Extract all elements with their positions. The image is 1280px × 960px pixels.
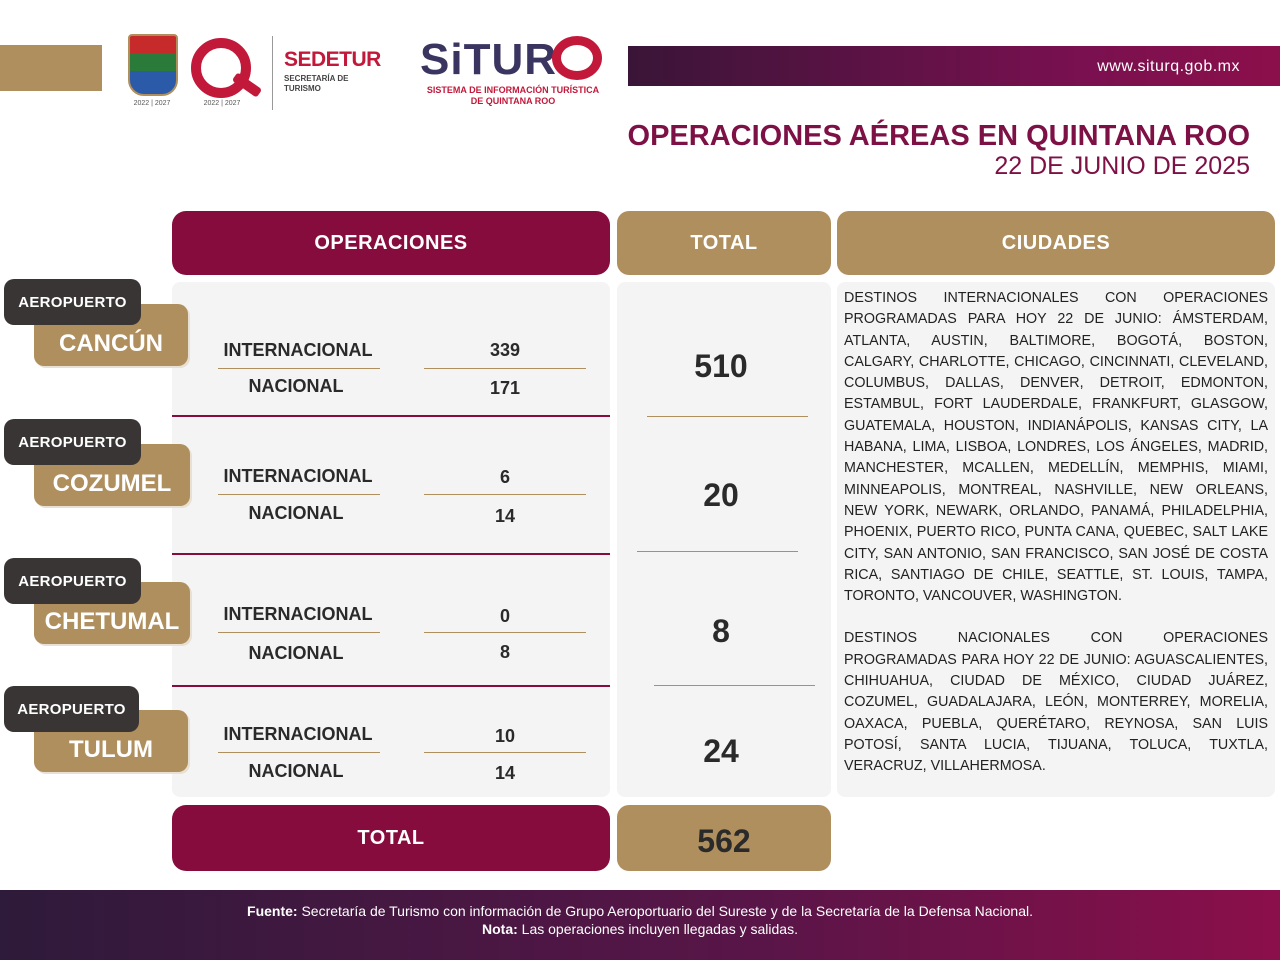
tulum-intl-label: INTERNACIONAL <box>223 724 373 744</box>
siturq-subtitle: SISTEMA DE INFORMACIÓN TURÍSTICA DE QUINTANA ROO <box>426 85 600 106</box>
airport-tag-tulum: AEROPUERTO <box>4 686 139 732</box>
quintana-roo-q-logo <box>191 38 251 98</box>
website-url[interactable]: www.siturq.gob.mx <box>1097 58 1240 75</box>
source-text: Secretaría de Turismo con información de Grupo Aeroportuario del Sureste y de la Secretaría de la Defensa Nacional. <box>297 903 1033 919</box>
cozumel-nat-label: NACIONAL <box>248 503 344 523</box>
cozumel-total: 20 <box>703 477 739 513</box>
grand-total-value: 562 <box>697 822 751 859</box>
source-label: Fuente: <box>247 903 298 919</box>
tulum-intl-value: 10 <box>494 726 516 746</box>
row-underline <box>424 752 586 753</box>
shield-year: 2022 | 2027 <box>133 100 171 107</box>
page-date: 22 DE JUNIO DE 2025 <box>994 152 1250 180</box>
row-underline <box>424 494 586 495</box>
international-destinations: DESTINOS INTERNACIONALES CON OPERACIONES PROGRAMADAS PARA HOY 22 DE JUNIO: ÁMSTERDAM, ATLANTA, AUSTIN, BALTIMORE, BOGOTÁ, BOSTON, CALGARY, CHARLOTTE, CHICAGO, CINCINNATI, CLEVELAND, COLUMBUS, DALLAS, DENVER, DETROIT, EDMONTON, ESTAMBUL, FORT LAUDERDALE, FRANKFURT, GLASGOW, GUATEMALA, HOUSTON, INDIANÁPOLIS, KANSAS CITY, LA HABANA, LIMA, LISBOA, LONDRES, LOS ÁNGELES, MADRID, MANCHESTER, MCALLEN, MEDELLÍN, MEMPHIS, MIAMI, MINNEAPOLIS, MONTREAL, NASHVILLE, NEW ORLEANS, NEW YORK, NEWARK, ORLANDO, PANAMÁ, PHILADELPHIA, PHOENIX, PUERTO RICO, PUNTA CANA, QUEBEC, SALT LAKE CITY, SAN ANTONIO, SAN FRANCISCO, SAN JOSÉ DE COSTA RICA, SANTIAGO DE CHILE, SEATTLE, ST. LOUIS, TAMPA, TORONTO, VANCOUVER, WASHINGTON. <box>844 290 1268 605</box>
cancun-total: 510 <box>694 348 748 384</box>
total-header <box>617 211 831 275</box>
row-underline <box>424 368 586 369</box>
tulum-nat-value: 14 <box>494 763 516 783</box>
sedetur-logo-text: SEDETUR <box>284 48 381 71</box>
row-underline <box>424 632 586 633</box>
siturq-q-icon <box>552 36 602 80</box>
quintana-roo-shield-logo <box>128 34 178 96</box>
total-divider <box>654 685 815 686</box>
airport-name-cozumel: COZUMEL <box>34 444 190 506</box>
header-gold-bar <box>0 45 102 91</box>
cancun-intl-label: INTERNACIONAL <box>223 340 373 360</box>
airport-name-chetumal: CHETUMAL <box>34 582 190 644</box>
chetumal-nat-value: 8 <box>499 642 510 662</box>
cozumel-nat-value: 14 <box>494 506 516 526</box>
sedetur-subtitle: SECRETARÍA DE TURISMO <box>284 74 349 93</box>
section-divider <box>172 553 610 555</box>
tulum-total: 24 <box>703 733 739 769</box>
siturq-logo-text: SiTUR <box>420 35 557 84</box>
airport-name-cancun: CANCÚN <box>34 304 188 366</box>
grand-total-label-box <box>172 805 610 871</box>
airport-tag-cancun: AEROPUERTO <box>4 279 141 325</box>
total-divider <box>637 551 798 552</box>
chetumal-total: 8 <box>712 613 730 649</box>
chetumal-intl-value: 0 <box>499 606 510 626</box>
cozumel-intl-label: INTERNACIONAL <box>223 466 373 486</box>
tulum-nat-label: NACIONAL <box>248 761 344 781</box>
ciudades-header <box>837 211 1275 275</box>
ciudades-header-label: CIUDADES <box>1001 231 1111 254</box>
national-destinations: DESTINOS NACIONALES CON OPERACIONES PROGRAMADAS PARA HOY 22 DE JUNIO: AGUASCALIENTES, CHIHUAHUA, CIUDAD DE MÉXICO, CIUDAD JUÁREZ, COZUMEL, GUADALAJARA, LEÓN, MONTERREY, MORELIA, OAXACA, PUEBLA, QUERÉTARO, REYNOSA, SAN LUIS POTOSÍ, SANTA LUCIA, TIJUANA, TOLUCA, TUXTLA, VERACRUZ, VILLAHERMOSA. <box>844 630 1268 775</box>
grand-total-label: TOTAL <box>357 826 425 849</box>
total-header-label: TOTAL <box>690 231 758 254</box>
row-underline <box>218 494 380 495</box>
airport-tag-chetumal: AEROPUERTO <box>4 558 141 604</box>
cozumel-intl-value: 6 <box>499 467 510 487</box>
operaciones-header-label: OPERACIONES <box>314 231 468 254</box>
chetumal-nat-label: NACIONAL <box>248 643 344 663</box>
section-divider <box>172 415 610 417</box>
cancun-nat-value: 171 <box>489 378 521 398</box>
q-logo-year: 2022 | 2027 <box>203 100 241 107</box>
chetumal-intl-label: INTERNACIONAL <box>223 604 373 624</box>
row-underline <box>218 632 380 633</box>
operaciones-header <box>172 211 610 275</box>
grand-total-value-box <box>617 805 831 871</box>
note-text: Las operaciones incluyen llegadas y salidas. <box>517 921 798 937</box>
cancun-intl-value: 339 <box>489 340 521 360</box>
section-divider <box>172 685 610 687</box>
row-underline <box>218 368 380 369</box>
note-label: Nota: <box>482 921 518 937</box>
total-divider <box>647 416 808 417</box>
page-title: OPERACIONES AÉREAS EN QUINTANA ROO <box>627 120 1250 152</box>
cities-text <box>844 288 1268 799</box>
cancun-nat-label: NACIONAL <box>248 376 344 396</box>
footer-note <box>0 921 1280 937</box>
footer-source <box>0 903 1280 919</box>
row-underline <box>218 752 380 753</box>
airport-tag-cozumel: AEROPUERTO <box>4 419 141 465</box>
airport-name-tulum: TULUM <box>34 710 188 772</box>
logo-divider <box>272 36 273 110</box>
